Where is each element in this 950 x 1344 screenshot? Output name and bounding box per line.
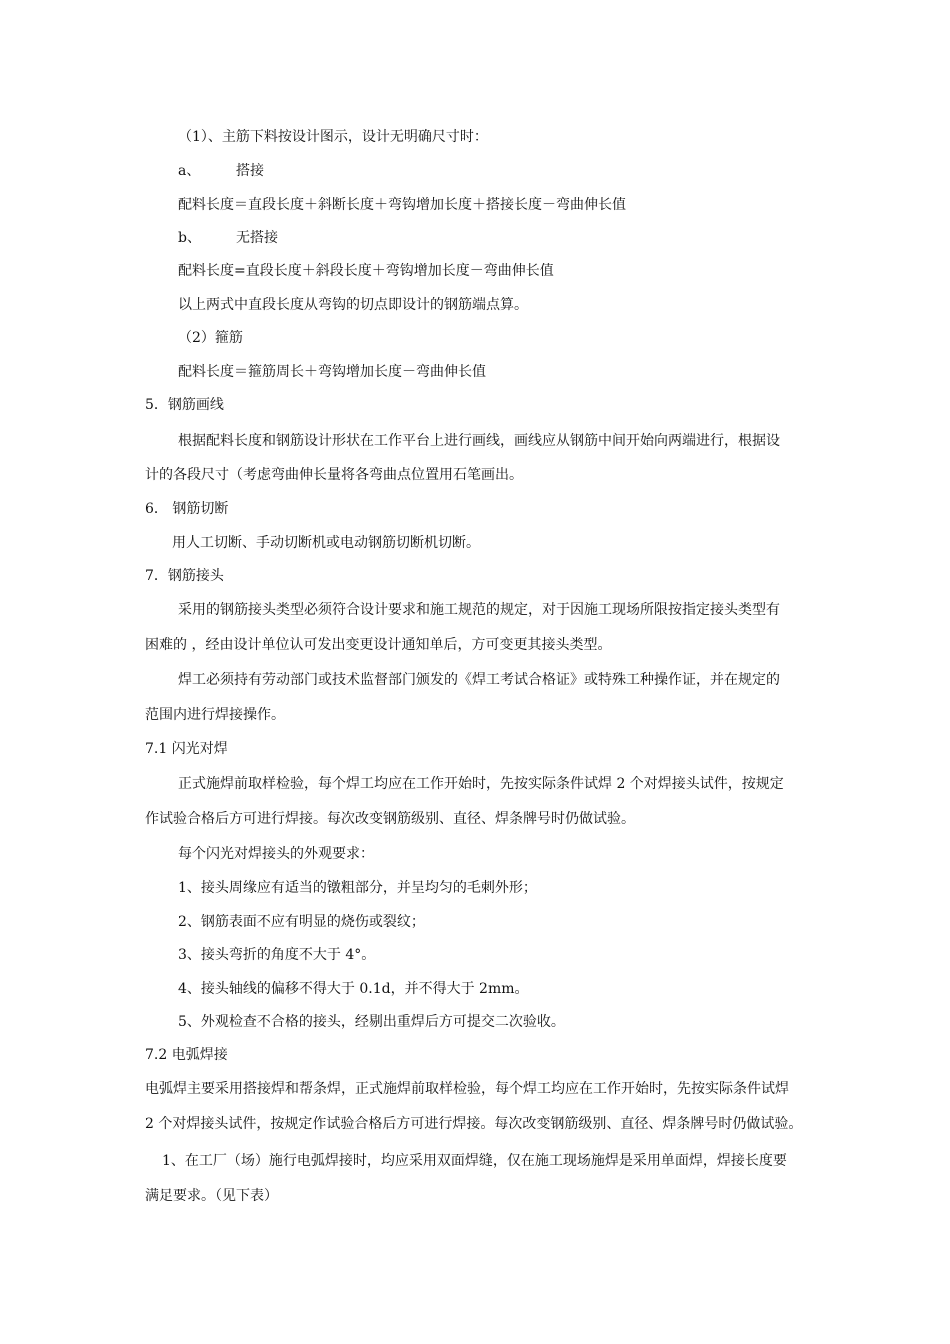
line-rebar-cutting-intro: （1）、主筋下料按设计图示，设计无明确尺寸时： <box>178 129 488 145</box>
line-note: 以上两式中直段长度从弯钩的切点即设计的钢筋端点算。 <box>178 297 528 313</box>
paragraph-marking-1: 根据配料长度和钢筋设计形状在工作平台上进行画线，画线应从钢筋中间开始向两端进行，根据设 <box>178 433 780 449</box>
paragraph-joint-1: 采用的钢筋接头类型必须符合设计要求和施工规范的规定，对于因施工现场所限按指定接头类型有 <box>178 602 780 618</box>
list-item-3: 3、接头弯折的角度不大于 4°。 <box>178 947 376 963</box>
line-stirrup-heading: （2）箍筋 <box>178 330 243 346</box>
line-formula-lap: 配料长度＝直段长度＋斜断长度＋弯钩增加长度＋搭接长度－弯曲伸长值 <box>178 197 626 213</box>
paragraph-marking-2: 计的各段尺寸（考虑弯曲伸长量将各弯曲点位置用石笔画出。 <box>145 467 523 483</box>
paragraph-arc-1: 电弧焊主要采用搭接焊和帮条焊，正式施焊前取样检验，每个焊工均应在工作开始时，先按实际条件试焊 <box>145 1081 789 1097</box>
section-heading-5: 5．钢筋画线 <box>145 397 224 413</box>
section-heading-7: 7．钢筋接头 <box>145 568 224 584</box>
paragraph-arc-2: 2 个对焊接头试件，按规定作试验合格后方可进行焊接。每次改变钢筋级别、直径、焊条牌号时仍做试验。 <box>145 1116 803 1132</box>
section-heading-7-1: 7.1 闪光对焊 <box>145 741 228 757</box>
paragraph-flash-2: 作试验合格后方可进行焊接。每次改变钢筋级别、直径、焊条牌号时仍做试验。 <box>145 811 635 827</box>
paragraph-welder-1: 焊工必须持有劳动部门或技术监督部门颁发的《焊工考试合格证》或特殊工种操作证，并在规定的 <box>178 672 780 688</box>
list-item-5: 5、外观检查不合格的接头，经剔出重焊后方可提交二次验收。 <box>178 1014 565 1030</box>
list-item-1: 1、接头周缘应有适当的镦粗部分，并呈均匀的毛刺外形； <box>178 880 537 896</box>
paragraph-flash-1: 正式施焊前取样检验，每个焊工均应在工作开始时，先按实际条件试焊 2 个对焊接头试件，按规定 <box>178 776 784 792</box>
list-item-4: 4、接头轴线的偏移不得大于 0.1d，并不得大于 2mm。 <box>178 981 529 997</box>
list-item-2: 2、钢筋表面不应有明显的烧伤或裂纹； <box>178 914 425 930</box>
line-item-b <box>178 229 278 247</box>
line-formula-no-lap: 配料长度=直段长度＋斜段长度＋弯钩增加长度－弯曲伸长值 <box>178 263 554 279</box>
paragraph-cutting: 用人工切断、手动切断机或电动钢筋切断机切断。 <box>172 535 480 551</box>
paragraph-welder-2: 范围内进行焊接操作。 <box>145 707 285 723</box>
item-b-marker: b、 <box>178 230 201 246</box>
paragraph-arc-4: 满足要求。（见下表） <box>145 1188 278 1204</box>
item-b-text: 无搭接 <box>236 230 278 246</box>
paragraph-arc-3: 1、在工厂（场）施行电弧焊接时，均应采用双面焊缝，仅在施工现场施焊是采用单面焊，焊接长度要 <box>162 1153 787 1169</box>
section-heading-7-2: 7.2 电弧焊接 <box>145 1047 228 1063</box>
item-a-marker: a、 <box>178 163 201 179</box>
line-item-a <box>178 162 264 180</box>
section-heading-6: 6． 钢筋切断 <box>145 501 229 517</box>
item-a-text: 搭接 <box>236 163 264 179</box>
line-formula-stirrup: 配料长度＝箍筋周长＋弯钩增加长度－弯曲伸长值 <box>178 364 486 380</box>
paragraph-flash-requirements: 每个闪光对焊接头的外观要求： <box>178 846 374 862</box>
paragraph-joint-2: 困难的 ，经由设计单位认可发出变更设计通知单后，方可变更其接头类型。 <box>145 637 612 653</box>
